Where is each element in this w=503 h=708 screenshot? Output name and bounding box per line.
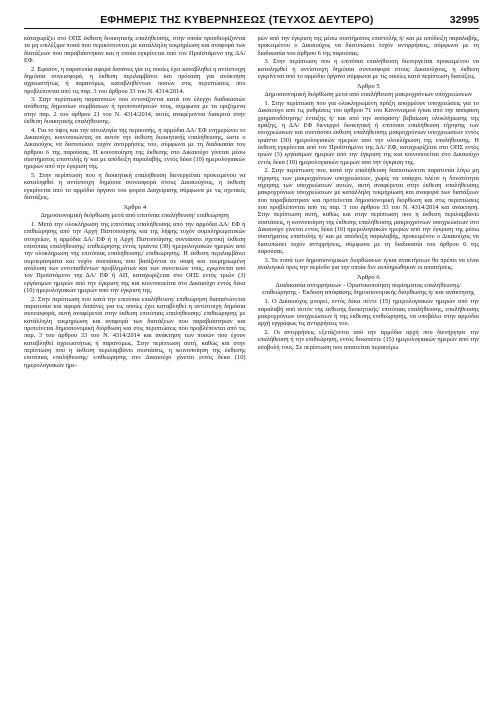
text-columns [24,35,479,701]
article-number: Άρθρο 6 [356,274,380,282]
page-number: 32995 [449,14,479,26]
paragraph: 1. Στην περίπτωση που για ολοκληρωμένη πράξη απορρέουν υποχρεώσεις για το Δικαιούχο από τις ρυθμίσεις του άρθρου 71 του Κανονισμού ή/και από την απόφαση χρηματοδότησης/ ένταξης ή/ και από την απόφαση/ βεβαίωση ολοκλήρωσης της πράξης, η ΔΑ/ ΕΦ διενεργεί διοικητική ή επιτόπια επαλήθευση τήρησης των υποχρεώσεων και συντάσσει έκθεση επαλήθευσης μακροχρόνιων υποχρεώσεων εντός τριάντα (30) ημερολογιακών ημερών από την ολοκλήρωση της επαλήθευσης. Η έκθεση εγκρίνεται από τον Προϊστάμενο της ΔΑ/ ΕΦ, καταχωρίζεται στο ΟΠΣ εντός τριών (3) εργάσιμων ημερών από την έγκριση της και κοινοποιείται στο Δικαιούχο εντός δέκα (10) ημερολογιακών ημερών από την έγκριση της. [257,99,479,166]
gazette-title: ΕΦΗΜΕΡΙΣ ΤΗΣ ΚΥΒΕΡΝΗΣΕΩΣ (ΤΕΥΧΟΣ ΔΕΥΤΕΡΟ) [100,14,374,26]
left-column [24,35,246,701]
paragraph: 2. Οι αντιρρήσεις εξετάζονται από την αρμόδια αρχή που διενήργησε την επαλήθευση ή την επιθεώρηση, εντός δεκαπέντε (15) ημερολογιακών ημερών από την υποβολή τους. Σε περίπτωση που απαιτείται περαιτέρω [257,328,479,351]
article-number: Άρθρο 5 [356,83,380,91]
paragraph: 2. Στην περίπτωση που κατά την επιτόπια επαλήθευση/ επιθεώρηση διαπιστώνεται παρατυπία και αφορά δαπάνες για τις οποίες έχει καταβληθεί η αντίστοιχη δημόσια συνεισφορά, αυτή αναφέρεται στην έκθεση επιτόπιας επαλήθευσης/ επιθεώρησης με κατάλληλη τεκμηρίωση και αναφορά των διατάξεων που παραβιάστηκαν και προτείνεται δημοσιονομική διόρθωση και στις περιπτώσεις που προβλέπονται από τις παρ. 3 του άρθρου 33 του Ν. 4314/2014 και ανάκτηση των ποσών που έχουν καταβληθεί αχρεωστήτως ή παρανόμως. Στην περίπτωση αυτή, καθώς και στην περίπτωση που η έκθεση περιλαμβάνει συστάσεις, η κοινοποίηση της έκθεσης επιτόπιας επαλήθευσης/ επιθεώρησης στο Δικαιούχο γίνεται εντός δέκα (10) ημερολογιακών ημε- [24,295,246,369]
paragraph: 1. Μετά την ολοκλήρωση της επιτόπιας επαλήθευσης από την αρμόδια ΔΑ/ ΕΦ ή επιθεώρησης από την Αρχή Πιστοποίησης και της λήψης τυχόν συμπληρωματικών στοιχείων, η αρμόδια ΔΑ/ ΕΦ ή η Αρχή Πιστοποίησης συντάσσει σχετική έκθεση επιτόπιας επαλήθευσης/ επιθεώρησης εντός τριάντα (30) ημερολογιακών ημερών από την ολοκλήρωση της επιτόπιας επαλήθευσης/ επιθεώρησης. Η έκθεση περιλαμβάνει συμπεράσματα και τυχόν συστάσεις που βασίζονται σε σαφή και τεκμηριωμένη ανάλυση των εντοπισθέντων προβλημάτων και των συνεπειών τους, εγκρίνεται από τον Προϊστάμενο της ΔΑ/ ΕΦ ή ΑΠ, καταχωρίζεται στο ΟΠΣ εντός τριών (3) εργάσιμων ημερών από την έγκριση της και κοινοποιείται στο Δικαιούχο εντός δέκα (10) ημερολογιακών ημερών από την έγκριση της. [24,221,246,295]
paragraph: 3. Στην περίπτωση παρατυπιών που εντοπίζονται κατά τον έλεγχο διαδικασιών ανάθεσης δημοσίων συμβάσεων ή τροποποιήσεών τους, σύμφωνα με τα οριζόμενα στην παρ. 2 του άρθρου 21 του Ν. 4314/2014, αυτές αναφέρονται διακριτά στην έκθεση διοικητικής επαλήθευσης. [24,96,246,126]
paragraph: 2. Εφόσον, η παρατυπία αφορά δαπάνες για τις οποίες έχει καταβληθεί η αντίστοιχη δημόσια συνεισφορά, η έκθεση περιλαμβάνει και πρόταση για ανάκτηση αχρεωστήτως ή παρανόμως καταβληθέντων ποσών στις περιπτώσεις που προβλέπονται από τις παρ. 3 του άρθρου 33 του Ν. 4314/2014. [24,65,246,95]
article-title: Δημοσιονομική διόρθωση μετά από επιτόπια επαλήθευση/ επιθεώρηση [40,211,229,219]
article-title: Δημοσιονομική διόρθωση μετά από επαλήθευση μακροχρόνιων υποχρεώσεων [264,90,473,98]
paragraph: 4. Για το ύψος και την αιτιολογία της περικοπής, η αρμόδια ΔΑ/ ΕΦ ενημερώνει το Δικαιούχο, κοινοποιώντας σε αυτόν την έκθεση διοικητικής επαλήθευσης, ώστε ο Δικαιούχος να διατυπώσει τυχόν αντιρρήσεις του, σύμφωνα με τη διαδικασία του άρθρου 6 της παρούσας. Η κοινοποίηση της έκθεσης στο Δικαιούχο γίνεται μέσω συστήματος επιστολής ή/ και με απόδειξη παραλαβής, εντός δέκα (10) ημερολογιακών ημερών από την έγκριση της. [24,126,246,171]
article-6-heading [258,274,480,296]
article-title: Διαδικασία αντιρρήσεων - Οριστικοποίηση πορίσματος επαλήθευσης/ επιθεώρησης - Έκδοση απόφασης δημοσιονομικής διόρθωσης ή/ και ανάκτησης [262,281,475,296]
paragraph: 5. Στην περίπτωση που η διοικητική επαλήθευση διενεργείται προκειμένου να καταληφθεί η αντίστοιχη δημόσια συνεισφορά στους Δικαιούχους, η έκθεση εγκρίνεται από το αρμόδιο όργανο του φορέα Διαχείρισης σύμφωνα με τις σχετικές διατάξεις. [24,171,246,201]
article-4-heading [24,204,246,219]
article-number: Άρθρο 4 [123,204,147,212]
paragraph: καταχωρίζει στο ΟΠΣ έκθεση διοικητικής επαλήθευσης, στην οποία προσδιορίζονται τα μη επιλέξιμα ποσά που περικόπτονται με κατάλληλη τεκμηρίωση και αναφορά των διατάξεων που παραβιάστηκαν και η οποία εγκρίνεται από τον Προϊστάμενο της ΔΑ/ ΕΦ. [24,35,246,65]
paragraph: 3. Τα ποσά των δημοσιονομικών διορθώσεων ή/και ανακτήσεων θα πρέπει να είναι αναλογικά προς την περίοδο για την οποία δεν εκπληρώθηκαν οι απαιτήσεις. [257,256,479,271]
paragraph: 2. Στην περίπτωση που, κατά την επαλήθευση διαπιστώνεται παρατυπία λόγω μη τήρησης των μακροχρόνιων υποχρεώσεων, χωρίς να υπάρχει πλέον η δυνατότητα τήρησης των υποχρεώσεων αυτών, αυτή αναφέρεται στην έκθεση επαλήθευσης μακροχρόνιων υποχρεώσεων με κατάλληλη τεκμηρίωση και αναφορά των διατάξεων που παραβιάστηκαν και προτείνεται δημοσιονομική διόρθωση και στις περιπτώσεις που προβλέπονται από τις παρ. 3 του άρθρου 33 του Ν. 4314/2014 και ανάκτηση. Στην περίπτωση αυτή, καθώς και στην περίπτωση που η έκθεση περιλαμβάνει συστάσεις, η κοινοποίηση της έκθεσης επαλήθευσης μακροχρόνιων υποχρεώσεων στο Δικαιούχο γίνεται εντός δέκα (10) ημερολογιακών ημερών από την έγκριση της μέσω συστήματος επιστολής ή/ και με απόδειξη παραλαβής, προκειμένου ο Δικαιούχος να διατυπώσει τυχόν αντιρρήσεις, σύμφωνα με τη διαδικασία του άρθρου 6 της παρούσας. [257,167,479,255]
paragraph: 1. Ο Δικαιούχος μπορεί, εντός δέκα πέντε (15) ημερολογιακών ημερών από την παραλαβή από αυτόν της έκθεσης διοικητικής/ επιτόπιας επαλήθευσης, επαλήθευσης μακροχρόνιων υποχρεώσεων ή της έκθεσης επιθεώρησης, να υποβάλει στην αρμόδια αρχή εγγράφως τις αντιρρήσεις του. [257,298,479,328]
paragraph: ρών από την έγκριση της μέσω συστήματος επιστολής ή/ και με απόδειξη παραλαβής, προκειμένου ο Δικαιούχος να διατυπώσει τυχόν αντιρρήσεις, σύμφωνα με τη διαδικασία του άρθρου 6 της παρούσας. [257,35,479,57]
page-header [24,14,479,29]
paragraph: 3. Στην περίπτωση που η επιτόπια επαλήθευση διενεργείται προκειμένου να καταληφθεί η αντίστοιχη δημόσια συνεισφορά στους Δικαιούχους, η έκθεση εγκρίνεται από το αρμόδιο όργανο σύμφωνα με τις οικείες κατά περίπτωση διατάξεις. [257,58,479,80]
article-5-heading [258,83,480,98]
right-column [258,35,480,701]
